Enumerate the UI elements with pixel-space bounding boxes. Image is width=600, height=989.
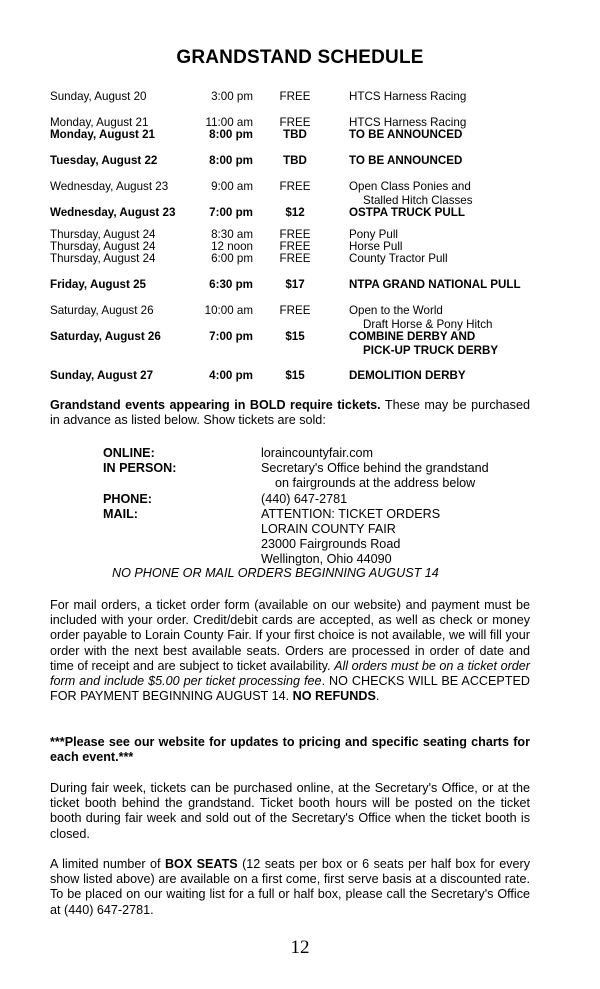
schedule-day: Thursday, August 24 <box>50 252 156 265</box>
mail-orders-italic: All orders must be on a ticket order form and include $5.00 per ticket processing fee <box>50 658 530 689</box>
schedule-event <box>349 252 448 266</box>
mail-orders-paragraph <box>50 598 530 704</box>
schedule-event-line-1: OSTPA TRUCK PULL <box>349 206 465 219</box>
schedule-price: FREE <box>279 90 311 103</box>
schedule-time: 7:00 pm <box>209 330 253 343</box>
schedule-event-line-1: COMBINE DERBY AND <box>349 330 476 343</box>
schedule-price: FREE <box>279 228 311 241</box>
phone-value: (440) 647-2781 <box>261 491 348 506</box>
schedule-price: FREE <box>279 116 311 129</box>
mail-value-4: Wellington, Ohio 44090 <box>261 552 392 567</box>
schedule-day: Monday, August 21 <box>50 128 155 141</box>
schedule-day: Thursday, August 24 <box>50 240 156 253</box>
schedule-time: 3:00 pm <box>211 90 253 103</box>
schedule-event-line-1: TO BE ANNOUNCED <box>349 128 463 141</box>
online-label: ONLINE: <box>103 446 155 460</box>
box-seats-text-2: (12 seats per box or 6 seats per half box for every show listed above) are available on a first come, first serve basis at a discounted rate. To be placed on our waiting list for a full or half box, please call the Secretary's Office at (440) 647-2781. <box>50 857 531 917</box>
schedule-price: $15 <box>285 330 305 343</box>
inperson-label: IN PERSON: <box>103 461 177 476</box>
schedule-price: TBD <box>283 154 307 167</box>
schedule-day: Wednesday, August 23 <box>50 206 176 219</box>
schedule-time: 8:00 pm <box>209 154 253 167</box>
schedule-event-line-1: Open Class Ponies and <box>349 180 471 193</box>
intro-rest: These may be purchased in advance as listed below. Show tickets are sold: <box>50 398 530 428</box>
schedule-event-line-1: NTPA GRAND NATIONAL PULL <box>349 278 521 291</box>
schedule-day: Friday, August 25 <box>50 278 146 291</box>
schedule-day: Tuesday, August 22 <box>50 154 158 167</box>
schedule-price: $12 <box>285 206 305 219</box>
box-seats-bold: BOX SEATS <box>164 857 238 871</box>
schedule-event <box>349 154 462 168</box>
mail-orders-text-3: . <box>375 689 380 704</box>
schedule-event-line-1: Pony Pull <box>349 228 398 241</box>
schedule-time: 6:30 pm <box>209 278 253 291</box>
schedule-event <box>349 128 462 142</box>
intro-paragraph <box>50 398 530 428</box>
schedule-time: 4:00 pm <box>209 369 253 382</box>
phone-label: PHONE: <box>103 491 152 506</box>
schedule-price: FREE <box>279 180 311 193</box>
schedule-time: 8:00 pm <box>209 128 253 141</box>
schedule-time: 8:30 am <box>211 228 253 241</box>
schedule-price: FREE <box>279 252 311 265</box>
mail-value: ATTENTION: TICKET ORDERS <box>261 506 441 521</box>
schedule-event-line-1: Open to the World <box>349 304 443 317</box>
no-phone-notice: NO PHONE OR MAIL ORDERS BEGINNING AUGUST 14 <box>112 566 439 580</box>
mail-value-3: 23000 Fairgrounds Road <box>261 537 401 552</box>
schedule-price: $15 <box>285 369 305 382</box>
fair-week-paragraph: During fair week, tickets can be purchased online, at the Secretary's Office, or at the ticket booth behind the grandstand. Ticket booth hours will be posted on the ticket booth during fair week and sold out of the Secretary's Office when the ticket booth is closed. <box>50 781 530 841</box>
schedule-day: Wednesday, August 23 <box>50 180 169 193</box>
schedule-time: 12 noon <box>211 240 253 253</box>
schedule-time: 10:00 am <box>204 304 253 317</box>
no-refunds: NO REFUNDS <box>292 689 376 704</box>
schedule-time: 11:00 am <box>205 116 253 129</box>
box-seats-text-1: A limited number of <box>50 857 165 871</box>
schedule-price: $17 <box>285 278 305 291</box>
schedule-day: Saturday, August 26 <box>50 330 161 343</box>
inperson-value-2: on fairgrounds at the address below <box>275 476 476 491</box>
schedule-event <box>349 90 466 104</box>
mail-label: MAIL: <box>103 506 138 521</box>
page-title: GRANDSTAND SCHEDULE <box>176 47 424 68</box>
schedule-event-line-2: Draft Horse & Pony Hitch <box>363 318 493 331</box>
schedule-time: 7:00 pm <box>209 206 253 219</box>
schedule-event-line-2: Stalled Hitch Classes <box>363 194 473 207</box>
schedule-event <box>349 369 466 383</box>
online-value: loraincountyfair.com <box>261 446 373 460</box>
page-number: 12 <box>290 937 310 958</box>
schedule-day: Saturday, August 26 <box>50 304 154 317</box>
schedule-price: FREE <box>279 304 311 317</box>
box-seats-paragraph <box>50 857 530 918</box>
schedule-event-line-1: DEMOLITION DERBY <box>349 369 466 382</box>
schedule-day: Thursday, August 24 <box>50 228 156 241</box>
schedule-time: 9:00 am <box>211 180 253 193</box>
intro-bold: Grandstand events appearing in BOLD require tickets. <box>50 398 381 412</box>
schedule-event-line-2: PICK-UP TRUCK DERBY <box>363 344 499 357</box>
schedule-event-line-1: Horse Pull <box>349 240 403 253</box>
schedule-event <box>349 206 465 220</box>
schedule-price: FREE <box>279 240 311 253</box>
schedule-event <box>349 278 521 292</box>
mail-value-2: LORAIN COUNTY FAIR <box>261 521 396 536</box>
schedule-day: Sunday, August 27 <box>50 369 154 382</box>
schedule-event-line-1: HTCS Harness Racing <box>349 116 467 129</box>
inperson-value: Secretary's Office behind the grandstand <box>261 461 489 476</box>
schedule-event-line-1: County Tractor Pull <box>349 252 448 265</box>
schedule-day: Sunday, August 20 <box>50 90 147 103</box>
schedule-event <box>349 180 473 208</box>
mail-orders-text-2: . NO CHECKS WILL BE ACCEPTED FOR PAYMENT BEGINNING AUGUST 14. <box>50 674 530 704</box>
schedule-event-line-1: HTCS Harness Racing <box>349 90 467 103</box>
website-note: ***Please see our website for updates to pricing and specific seating charts for each event.*** <box>50 735 530 765</box>
schedule-event-line-1: TO BE ANNOUNCED <box>349 154 463 167</box>
schedule-price: TBD <box>283 128 307 141</box>
schedule-day: Monday, August 21 <box>50 116 149 129</box>
mail-orders-text-1: For mail orders, a ticket order form (available on our website) and payment must be included with your order. Credit/debit cards are accepted, as well as check or money order payable to Lorain County Fair. If your first choice is not available, we will fill your order with the next best available seats. Orders are processed in order of date and time of receipt and are subject to ticket availability. <box>50 598 530 673</box>
schedule-event <box>349 330 498 358</box>
schedule-time: 6:00 pm <box>211 252 253 265</box>
schedule-event <box>349 304 493 332</box>
